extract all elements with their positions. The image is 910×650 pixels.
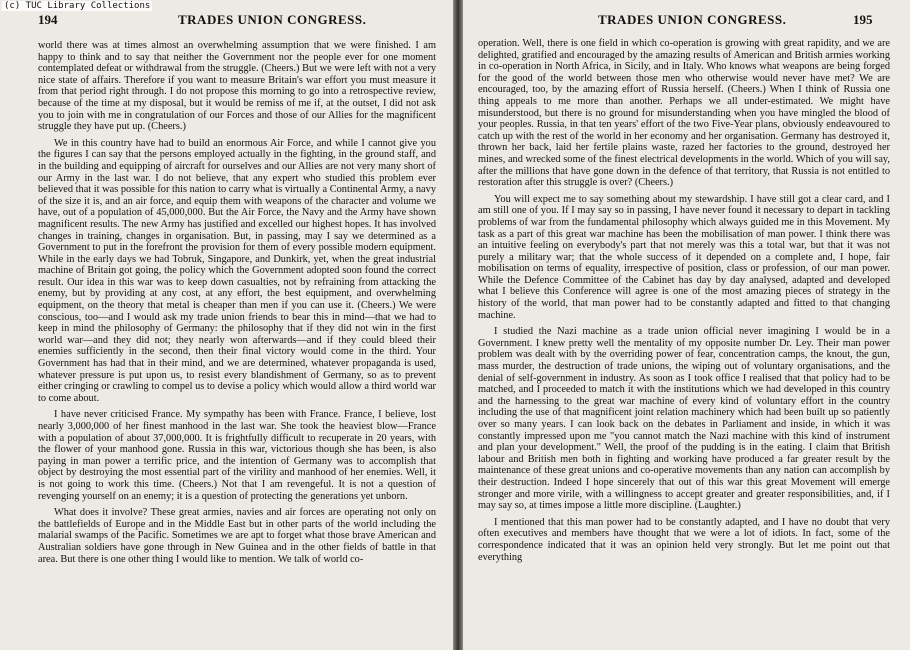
left-paragraph-1: world there was at times almost an overwhelming assumption that we were finished. I am happy to think and to say that neither the Government nor the people ever for one moment contemplated defeat or withdrawal from the struggle. (Cheers.) But we were left with not a very nice state of affairs. Therefore if you want to measure Britain's war effort you must measure it from that period right through. I do not propose this morning to go into a retrospective review, because of the time at my disposal, but it would be remiss of me if, at the outset, I did not ask you to join with me in congratulation of our Forces and those of our Allies for the magnificent struggle they have put up. (Cheers.) <box>38 40 436 133</box>
right-page-body <box>478 38 890 568</box>
right-paragraph-4: I mentioned that this man power had to be constantly adapted, and I have no doubt that very often executives and members have thought that we were a lot of idiots. In fact, some of the correspondence indicated that it was an opinion held very strongly. But let me point out that everything <box>478 516 890 563</box>
library-watermark: (c) TUC Library Collections <box>4 1 151 11</box>
left-page-body <box>38 40 436 570</box>
right-running-head: TRADES UNION CONGRESS. <box>598 12 787 27</box>
left-paragraph-3: I have never criticised France. My sympathy has been with France. France, I believe, lost nearly 3,000,000 of her finest manhood in the last war. She took the heaviest blow—France with a population of about 37,000,000. It is frightfully difficult to recuperate in 20 years, with the flower of your manhood gone. Russia in this war, victorious though she has been, is also paying in man power a terrific price, and the intention of Germany was to accomplish that object by destroying the most essential part of the virility and manhood of her enemies. Well, it is not going to work this time. (Cheers.) Not that I am revengeful. It is not a question of revenging yourself on an enemy; it is a question of protecting the generations yet unborn. <box>38 409 436 502</box>
left-paragraph-4: What does it involve? These great armies, navies and air forces are operating not only on the battlefields of Europe and in the Middle East but in other parts of the world including the malarial swamps of the Pacific. Sometimes we are apt to forget what those brave American and Australian soldiers have gone through in New Guinea and in the other fields of battle in that area. But there is one other thing I would like to mention. We talk of world co- <box>38 507 436 565</box>
right-paragraph-3: I studied the Nazi machine as a trade union official never imagining I would be in a Government. I knew pretty well the mentality of my opposite number Dr. Ley. Their man power problem was dealt with by the overriding power of fear, concentration camps, the knout, the gun, mass murder, the destruction of trade unions, the wiping out of voluntary organisations, and the denial of self-government in industry. As soon as I took office I realised that that policy had to be matched, and I proceeded to match it with the institutions which we had developed in this country and the harnessing to the great war machine of every kind of voluntary effort in the country including the use of that magnificent joint relation machinery which had been built up so patiently over so many years. I can look back on the debates in Parliament and inside, in which it was constantly impressed upon me "you cannot match the Nazi machine with this kind of instrument and plan your development." Well, the proof of the pudding is in the eating. I claim that British labour and British men both in fighting and working have produced a far greater result by the maintenance of these great unions and co-operative movements than any nation can accomplish by their destruction. Indeed I hope sincerely that out of this war this great Movement will emerge stronger and more virile, with a willingness to accept greater and greater responsibilities, and, if I may say so, at times impose a little more discipline. (Laughter.) <box>478 326 890 512</box>
left-running-head: TRADES UNION CONGRESS. <box>178 12 367 27</box>
book-gutter <box>453 0 463 650</box>
right-page <box>463 0 910 650</box>
left-page-number: 194 <box>38 12 58 27</box>
right-paragraph-2: You will expect me to say something about my stewardship. I have still got a clear card, and I am still one of you. If I may say so in passing, I have never found it necessary to depart in tackling problems of war from the fundamental philosophy which always guided me in this Movement. My task as a part of this great war machine has been the mobilisation of man power. I think there was an intuitive feeling on everybody's part that not merely was this a total war, but that it was not purely a military war; that the whole success of it depended on a complete and, I hope, fair mobilisation on terms of equality, irrespective of position, class or profession, of our man power. While the Defence Committee of the Cabinet has day by day analysed, adapted and developed what I believe this Conference will agree is one of the most amazing pieces of strategy in the history of the world, that man power had to be constantly adapted and fitted to that changing machine. <box>478 193 890 321</box>
right-paragraph-1: operation. Well, there is one field in which co-operation is growing with great rapidity, and we are delighted, gratified and encouraged by the amazing results of American and British armies working in co-operation in North Africa, in Sicily, and in Italy. Who knows what weapons are being forged for the good of the world between those men who otherwise would never have met? We are encouraged, too, by the amazing effort of Russia herself. (Cheers.) When I think of Russia one thing appeals to me more than another. Perhaps we all under-estimated. We might have misunderstood, but there is no ground for misunderstanding when you have mingled the blood of your peoples. Russia, in that ten years' effort of the two Five-Year plans, obviously endeavoured to catch up with the rest of the world in her economy and her organisation. Germany has destroyed it, thrown her back, laid her fertile plains waste, razed her factories to the ground, destroyed her mines, and wrecked some of the finest electrical developments in the world. Which of you will say, after the millions that have gone down in the defence of that territory, that Russia is not entitled to restoration after this struggle is over? (Cheers.) <box>478 38 890 189</box>
left-page <box>0 0 453 650</box>
left-paragraph-2: We in this country have had to build an enormous Air Force, and while I cannot give you the figures I can say that the persons employed actually in the fighting, in the ground staff, and in the building and equipping of aircraft for ourselves and our Allies are not very many short of our Army in the last war. I do not believe, that any expert who studied this problem ever believed that it was possible for this nation to carry what is virtually a Continental Army, a navy of the size it is, and an air force, and equip them with weapons of the character and volume we have, out of a population of 45,000,000. But the Air Force, the Navy and the Army have shown magnificent results. The new Army has justified and excelled our highest hopes. It has involved changes in training, changes in organisation. But, in passing, may I say we determined as a Government to put in the forefront the provision for them of every possible modern equipment. While in the early days we had Tobruk, Singapore, and Dunkirk, yet, when the great industrial machine of Britain got going, the policy which the Government adopted soon found the correct result. Our idea in this war was to keep down casualties, not by refraining from attacking the enemy, but by providing at any cost, at any effort, the best equipment, and overwhelming equipment, on the theory that metal is cheaper than men if you can use it. (Cheers.) We were conscious, too—and I would ask my trade union friends to bear this in mind—that we had to keep in mind the philosophy of Germany: the philosophy that if they did not win in the first world war—and they did not; they nearly won afterwards—and if they could bleed their enemies sufficiently in the second, then their final victory would come in the third. Your Government has had that in their mind, and we are determined, whatever propaganda is used, whatever pressure is put upon us, to resist every blandishment of Germany, so as to prevent either cringing or crawling to compel us to devise a policy which would allow a third world war to come about. <box>38 137 436 404</box>
right-page-number: 195 <box>853 12 873 27</box>
